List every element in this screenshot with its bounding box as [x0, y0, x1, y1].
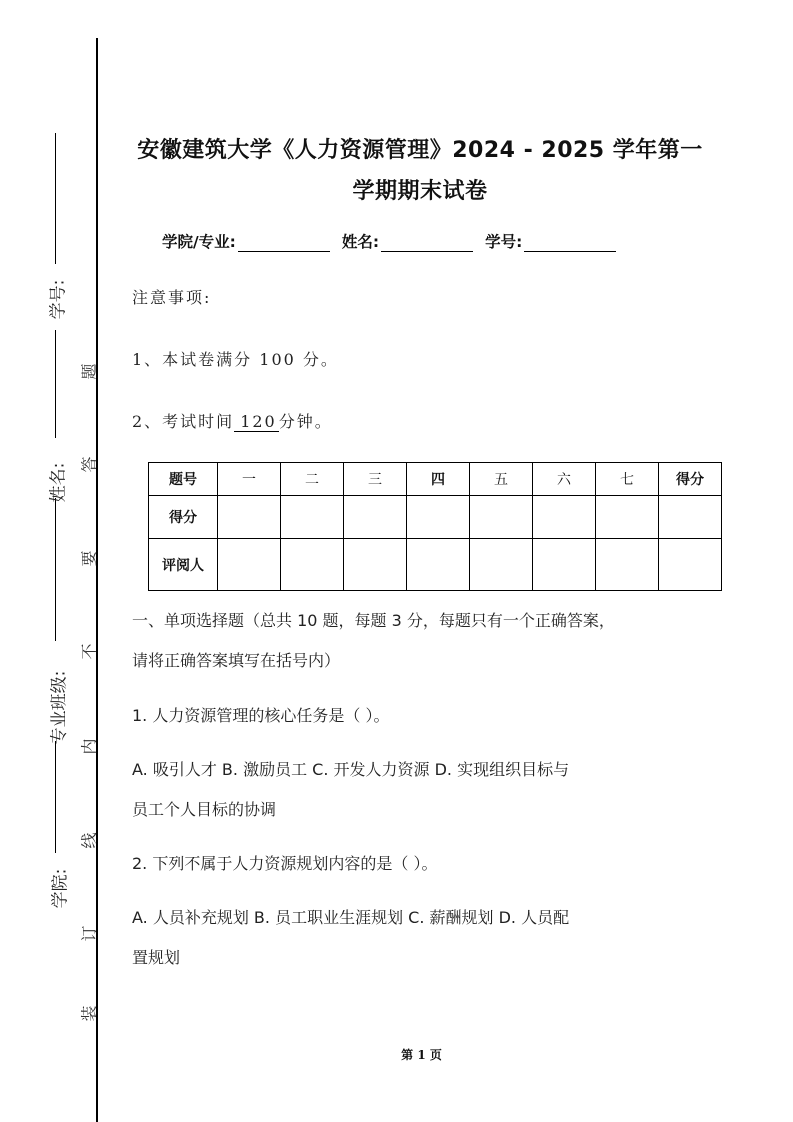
score-cell[interactable]	[281, 496, 344, 539]
seal-char: 装	[79, 1005, 99, 1022]
score-cell[interactable]	[407, 496, 470, 539]
exam-duration-value: 120	[234, 412, 279, 432]
reviewer-cell[interactable]	[596, 539, 659, 591]
score-cell[interactable]	[596, 496, 659, 539]
student-id-label: 学号:	[485, 233, 523, 251]
margin-college-label: 学院:	[50, 868, 71, 909]
score-table-header-row	[149, 463, 722, 496]
score-cell[interactable]	[218, 496, 281, 539]
header-cell: 四	[407, 463, 470, 496]
notice-item-1: 1、本试卷满分 100 分。	[132, 350, 339, 369]
score-row	[149, 496, 722, 539]
score-cell[interactable]	[470, 496, 533, 539]
notice-item-2-prefix: 2、考试时间	[132, 412, 235, 431]
margin-name-label: 姓名:	[48, 462, 69, 503]
question-2-options-line1: A. 人员补充规划 B. 员工职业生涯规划 C. 薪酬规划 D. 人员配	[132, 908, 570, 927]
reviewer-cell[interactable]	[470, 539, 533, 591]
major-class-blank-line	[55, 498, 56, 641]
exam-title-line2: 学期期末试卷	[352, 179, 488, 204]
student-id-field[interactable]	[524, 235, 616, 252]
name-field[interactable]	[381, 235, 473, 252]
reviewer-cell[interactable]	[281, 539, 344, 591]
header-cell: 五	[470, 463, 533, 496]
section-1-heading	[132, 601, 712, 681]
section-1-heading-line2: 请将正确答案填写在括号内）	[132, 651, 341, 670]
seal-char: 要	[79, 550, 99, 567]
seal-char: 题	[79, 363, 99, 380]
seal-char: 订	[79, 925, 99, 942]
question-2-options	[132, 898, 712, 978]
name-blank-line	[55, 330, 56, 438]
row-label: 得分	[149, 496, 218, 539]
score-cell[interactable]	[344, 496, 407, 539]
question-1	[132, 696, 712, 736]
header-cell: 七	[596, 463, 659, 496]
question-1-options	[132, 750, 712, 830]
header-cell: 三	[344, 463, 407, 496]
seal-char: 答	[79, 456, 99, 473]
reviewer-row	[149, 539, 722, 591]
seal-char: 不	[79, 643, 99, 660]
score-cell[interactable]	[533, 496, 596, 539]
seal-char: 线	[79, 832, 99, 849]
reviewer-cell[interactable]	[218, 539, 281, 591]
question-2-options-line2: 置规划	[132, 948, 181, 967]
student-info-row	[162, 230, 616, 252]
exam-title-line1: 安徽建筑大学《人力资源管理》2024 - 2025 学年第一	[137, 138, 703, 163]
score-cell[interactable]	[659, 496, 722, 539]
question-1-stem: 1. 人力资源管理的核心任务是（ ）。	[132, 706, 390, 725]
header-cell: 一	[218, 463, 281, 496]
college-blank-line	[55, 741, 56, 853]
notice-item-2-suffix: 分钟。	[278, 412, 333, 431]
reviewer-cell[interactable]	[407, 539, 470, 591]
reviewer-cell[interactable]	[344, 539, 407, 591]
header-cell: 六	[533, 463, 596, 496]
name-label: 姓名:	[341, 233, 380, 251]
score-table	[148, 462, 722, 591]
college-major-field[interactable]	[238, 235, 330, 252]
question-1-options-line2: 员工个人目标的协调	[132, 800, 277, 819]
header-cell: 题号	[149, 463, 218, 496]
reviewer-cell[interactable]	[659, 539, 722, 591]
seal-char: 内	[79, 738, 99, 755]
binding-line	[96, 38, 98, 1122]
margin-student-id-label: 学号:	[48, 279, 69, 320]
notice-heading: 注意事项:	[132, 288, 212, 307]
notice-item-2	[132, 409, 333, 432]
question-2-stem: 2. 下列不属于人力资源规划内容的是（ ）。	[132, 854, 438, 873]
header-cell: 二	[281, 463, 344, 496]
header-cell: 得分	[659, 463, 722, 496]
page-number: 第 1 页	[401, 1048, 442, 1062]
row-label: 评阅人	[149, 539, 218, 591]
margin-major-class-label: 专业班级:	[49, 670, 70, 745]
question-1-options-line1: A. 吸引人才 B. 激励员工 C. 开发人力资源 D. 实现组织目标与	[132, 760, 570, 779]
reviewer-cell[interactable]	[533, 539, 596, 591]
section-1-heading-line1: 一、单项选择题（总共 10 题，每题 3 分，每题只有一个正确答案，	[132, 611, 615, 630]
question-2	[132, 844, 712, 884]
college-major-label: 学院/专业:	[162, 233, 236, 251]
student-id-blank-line	[55, 133, 56, 264]
